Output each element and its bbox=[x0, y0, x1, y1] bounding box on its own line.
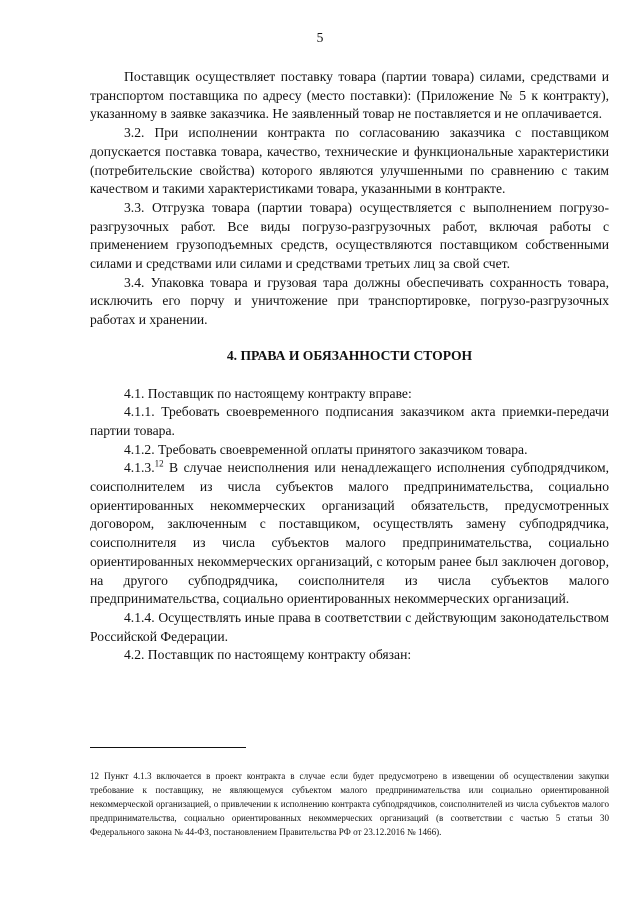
paragraph-4-1: 4.1. Поставщик по настоящему контракту вправе: bbox=[124, 385, 412, 401]
footnote-reference[interactable]: 12 bbox=[154, 458, 164, 469]
paragraph-4-2: 4.2. Поставщик по настоящему контракту обязан: bbox=[124, 647, 412, 663]
paragraph-3-2: 3.2. При исполнении контракта по согласованию заказчика с поставщиком допускается поставка товара, качество, технические и функциональные характеристики (потребительские свойства) которого являются улучшенными по сравнению с таким качеством и такими характеристиками товара, указанными в контракте. bbox=[90, 125, 609, 197]
section-heading: 4. ПРАВА И ОБЯЗАННОСТИ СТОРОН bbox=[226, 347, 473, 363]
footnote-separator bbox=[90, 747, 246, 748]
paragraph-4-1-1: 4.1.1. Требовать своевременного подписания заказчиком акта приемки-передачи партии товара. bbox=[90, 404, 609, 438]
footnote: 12 Пункт 4.1.3 включается в проект контракта в случае если будет предусмотрено в извещении об осуществлении закупки требование к поставщику, не являющемуся субъектом малого предпринимательства или социально ориентированной некоммерческой организацией, о привлечении к исполнению контракта субподрядчиков, соисполнителей из числа субъектов малого предпринимательства, социально ориентированных некоммерческих организаций (в соответствии с частью 5 статьи 30 Федерального закона № 44-ФЗ, постановлением Правительства РФ от 23.12.2016 № 1466). bbox=[90, 771, 609, 837]
paragraph-4-1-2: 4.1.2. Требовать своевременной оплаты принятого заказчиком товара. bbox=[124, 441, 528, 457]
paragraph-4-1-3 bbox=[90, 459, 609, 609]
document-body bbox=[90, 68, 609, 665]
paragraph-3-3: 3.3. Отгрузка товара (партии товара) осуществляется с выполнением погрузо-разгрузочных работ. Все виды погрузо-разгрузочных работ, включая работы с применением грузоподъемных средств, осуществляются поставщиком собственными силами и средствами или силами и средствами третьих лиц за свой счет. bbox=[90, 199, 609, 272]
clause-text: В случае неисполнения или ненадлежащего исполнения субподрядчиком, соисполнителем из числа субъектов малого предпринимательства, социально ориентированных некоммерческих организаций обязательств, предусмотренных договором, заключенным с поставщиком, осуществлять замену субподрядчика, соисполнителя из числа субъектов малого предпринимательства, социально ориентированных некоммерческих организаций, с которым ранее был заключен договор, на другого субподрядчика, соисполнителя из числа субъектов малого предпринимательства, социально ориентированных некоммерческих организаций. bbox=[90, 460, 609, 607]
paragraph-delivery: Поставщик осуществляет поставку товара (партии товара) силами, средствами и транспортом поставщика по адресу (место поставки): (Приложение № 5 к контракту), указанному в заявке заказчика. Не заявленный товар не поставляется и не оплачивается. bbox=[90, 69, 609, 122]
paragraph-3-4: 3.4. Упаковка товара и грузовая тара должны обеспечивать сохранность товара, исключить его порчу и уничтожение при транспортировке, погрузо-разгрузочных работах и хранении. bbox=[90, 274, 609, 328]
paragraph-4-1-4: 4.1.4. Осуществлять иные права в соответствии с действующим законодательством Российской Федерации. bbox=[90, 609, 609, 644]
clause-number: 4.1.3. bbox=[124, 460, 155, 476]
page-number: 5 bbox=[316, 30, 324, 45]
